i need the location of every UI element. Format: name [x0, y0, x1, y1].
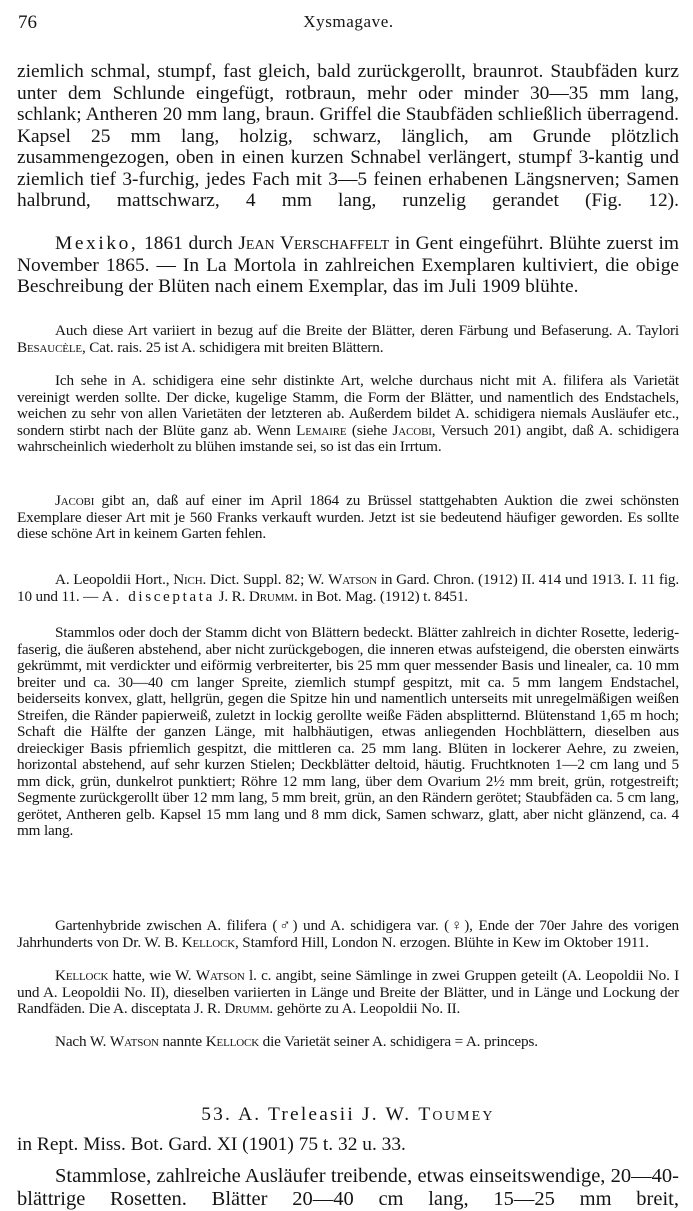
note-6-text-b: nannte — [158, 1033, 206, 1050]
note-2-text-b: (siehe — [346, 421, 393, 439]
origin-country: Mexiko, — [55, 233, 139, 254]
note-2-text-c: , Versuch 201) angibt, daß A. schidigera wahrscheinlich wiederholt zu blühen imstande sei, so ist das ein Irrtum. — [17, 421, 679, 455]
page-number: 76 — [18, 12, 37, 33]
note-3-author: Jacobi — [55, 492, 95, 509]
note-princeps — [17, 1034, 679, 1051]
section-species-name: 53. A. Treleasii J. W. — [201, 1104, 412, 1125]
note-5-text-c: gehörte zu A. Leopoldii No. II. — [273, 1000, 461, 1017]
section-reference — [17, 1134, 679, 1156]
origin-text-a: 1861 durch — [138, 233, 239, 254]
note-hybrid — [17, 918, 679, 951]
origin-paragraph — [17, 233, 679, 298]
section-author: Toumey — [418, 1104, 495, 1125]
section-heading — [17, 1104, 679, 1126]
note-seedlings — [17, 968, 679, 1018]
species-description-text: Stammlos oder doch der Stamm dicht von Blättern bedeckt. Blätter zahlreich in dichter Rosette, lederig-faserig, die äußeren abstehend, aber nicht zurückgebogen, die inneren etwas aufsteigend, die obersten einwärts gekrümmt, mit verdickter und eiförmig verbreiterter, bis 25 mm quer messender Basis und linealer, ca. 10 mm breiter und ca. 30—40 cm langer Spreite, ziemlich stumpf gespitzt, mit ca. 5 mm langem Endstachel, beiderseits konvex, glatt, hellgrün, gegen die Spitze hin und namentlich unterseits mit unregelmäßigen weißen Streifen, die Ränder papierweiß, zuletzt in lockig gerollte weiße Fäden absplitternd. Blütenstand 1,65 m hoch; Schaft die Hälfte der ganzen Länge, mit halbhäutigen, etwas anliegenden Hochblättern, dieselben aus dreieckiger Basis pfriemlich gespitzt, die mittleren ca. 25 mm lang. Blüten in lockerer Aehre, zu zweien, horizontal abstehend, auf sehr kurzen Stielen; Deckblätter deltoid, häutig. Fruchtknoten 1—2 cm lang und 5 mm dick, grün, dunkelrot punktiert; Röhre 12 mm lang, über dem Ovarium 2½ mm breit, grün, rotgestreift; Segmente zurückgerollt über 12 mm lang, 5 mm breit, grün, an den Rändern gerötet; Staubfäden ca. 5 cm lang, gerötet, Antheren gelb. Kapsel 15 mm lang und 8 mm dick, Samen schwarz, glatt, aber nicht glänzend, ca. 4 mm lang. — [17, 624, 679, 839]
note-distinct-species — [17, 373, 679, 456]
species-author-2: Watson — [328, 571, 377, 588]
note-1-author: Besaucèle — [17, 338, 82, 356]
species-text-a: A. Leopoldii Hort., — [55, 571, 174, 588]
species-synonym: A. disceptata — [101, 587, 215, 605]
description-paragraph — [17, 61, 679, 212]
species-text-e: in Bot. Mag. (1912) t. 8451. — [297, 587, 468, 605]
origin-text-b: in Gent eingeführt. Blühte zuerst im November 1865. — In La Mortola in zahlreichen Exemplaren kultiviert, die obige Beschreibung der Blüten nach einem Exemplar, das im Juli 1909 blühte. — [17, 233, 679, 297]
page-header — [18, 12, 679, 38]
species-description — [17, 625, 679, 840]
note-5-text-b: l. c. angibt, seine Sämlinge in zwei Gruppen geteilt (A. Leopoldii No. I und A. Leopoldii No. II), dieselben variierten in Länge und Breite der Blätter, und in Länge und Lockung der Randfäden. Die A. disceptata J. R. — [17, 967, 680, 1017]
section-description-text: Stammlose, zahlreiche Ausläufer treibende, etwas einseitswendige, 20—40-blättrige Rosetten. Blätter 20—40 cm lang, 15—25 mm breit, — [17, 1165, 679, 1210]
note-6-text-a: Nach W. — [55, 1033, 110, 1050]
section-description — [17, 1165, 679, 1211]
note-5-author-2: Watson — [195, 967, 245, 984]
species-text-c: in Gard. Chron. (1912) II. 414 und 1913. I. 11 fig. 10 und 11. — — [17, 571, 679, 605]
note-2-author-1: Lemaire — [296, 421, 347, 439]
species-author-3: Drumm. — [248, 587, 298, 605]
note-1-text-b: , Cat. rais. 25 ist A. schidigera mit breiten Blättern. — [82, 338, 384, 356]
note-2-text-a: Ich sehe in A. schidigera eine sehr distinkte Art, welche durchaus nicht mit A. filifera als Varietät vereinigt werden sollte. Der dicke, kugelige Stamm, die Form der Blätter, und namentlich des Endstachels, weichen zu sehr von allen Varietäten der letzteren ab. Außerdem bildet A. schidigera niemals Ausläufer etc., sondern stirbt nach der Blüte ganz ab. Wenn — [17, 372, 679, 439]
running-title: Xysmagave. — [303, 12, 394, 31]
species-author-1: Nich. — [173, 571, 207, 588]
species-text-b: Dict. Suppl. 82; W. — [206, 571, 329, 588]
note-4-text-a: Gartenhybride zwischen A. filifera (♂) und A. schidigera var. (♀), Ende der 70er Jahre des vorigen Jahrhunderts von Dr. W. B. — [17, 917, 679, 951]
species-text-d: J. R. — [214, 587, 249, 605]
origin-person: Jean Verschaffelt — [238, 233, 390, 254]
note-5-text-a: hatte, wie W. — [108, 967, 196, 984]
description-text: ziemlich schmal, stumpf, fast gleich, bald zurückgerollt, braunrot. Staubfäden kurz unter dem Schlunde eingefügt, rotbraun, mehr oder minder 30—35 mm lang, schlank; Antheren 20 mm lang, braun. Griffel die Staubfäden schließlich überragend. Kapsel 25 mm lang, holzig, schwarz, länglich, am Grunde plötzlich zusammengezogen, oben in einen kurzen Schnabel verlängert, stumpf 3-kantig und ziemlich tief 3-furchig, jedes Fach mit 3—5 feinen erhabenen Längsnerven; Samen halbrund, mattschwarz, 4 mm lang, runzelig gerandet (Fig. 12). — [17, 61, 679, 211]
note-6-author-2: Kellock — [205, 1033, 259, 1050]
note-variation — [17, 323, 679, 356]
section-reference-text: in Rept. Miss. Bot. Gard. XI (1901) 75 t. 32 u. 33. — [17, 1134, 406, 1155]
note-2-author-2: Jacobi — [392, 421, 432, 439]
note-6-text-c: die Varietät seiner A. schidigera = A. princeps. — [259, 1033, 538, 1050]
note-auction — [17, 493, 679, 543]
species-citation — [17, 572, 679, 605]
note-4-text-b: , Stamford Hill, London N. erzogen. Blühte in Kew im Oktober 1911. — [235, 933, 649, 951]
note-3-text: gibt an, daß auf einer im April 1864 zu Brüssel stattgehabten Auktion die zwei schönsten Exemplare dieser Art mit je 560 Franks verkauft wurden. Jetzt ist sie bedeutend häufiger geworden. Es sollte diese schöne Art in keinem Garten fehlen. — [17, 492, 679, 542]
note-5-author-3: Drumm. — [224, 1000, 274, 1017]
note-5-author-1: Kellock — [55, 967, 109, 984]
note-4-author: Kellock — [181, 933, 236, 951]
note-1-text-a: Auch diese Art variiert in bezug auf die Breite der Blätter, deren Färbung und Befaserung. A. Taylori — [55, 322, 679, 339]
note-6-author-1: Watson — [109, 1033, 159, 1050]
